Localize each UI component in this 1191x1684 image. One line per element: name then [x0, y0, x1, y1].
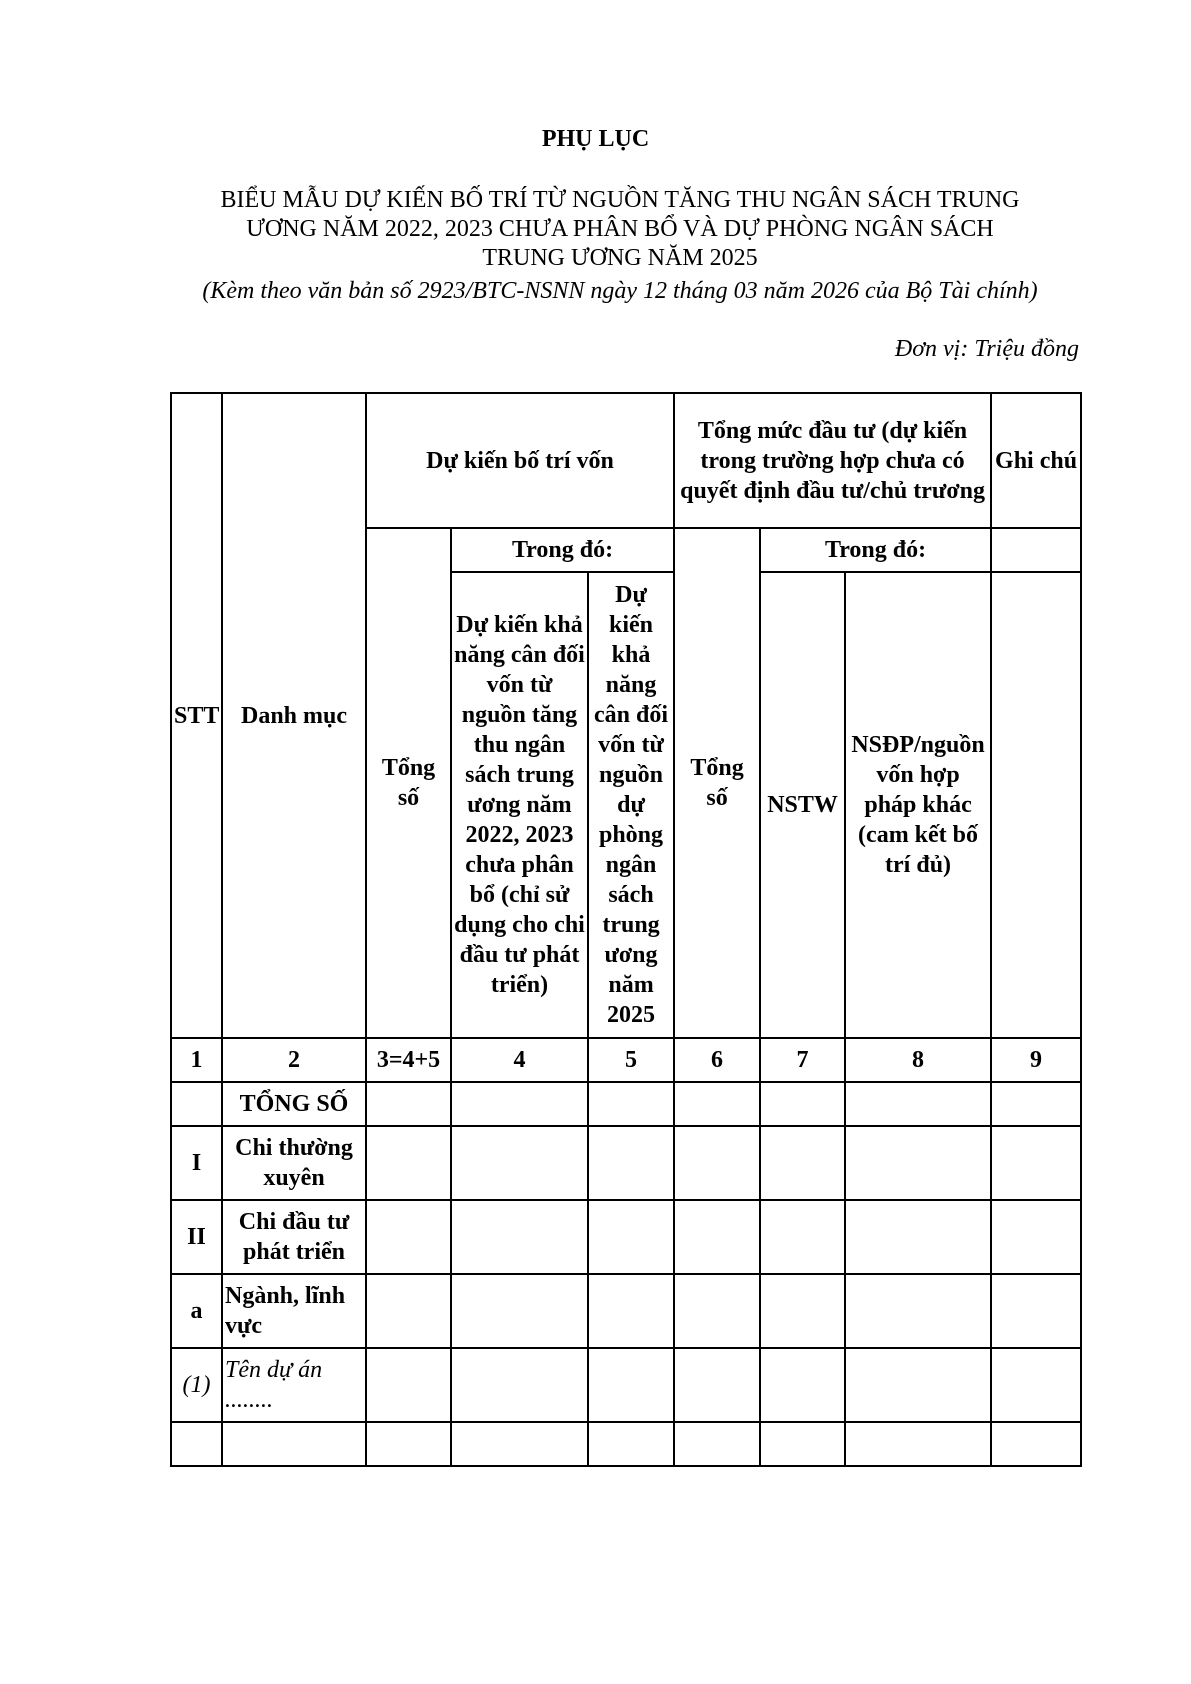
table-cell[interactable]	[760, 1274, 845, 1348]
table-cell[interactable]	[845, 1082, 991, 1126]
column-number-row	[171, 1038, 1081, 1082]
table-cell[interactable]	[991, 1200, 1081, 1274]
table-cell[interactable]	[991, 1422, 1081, 1466]
table-cell[interactable]	[760, 1200, 845, 1274]
table-cell[interactable]	[674, 1200, 760, 1274]
table-cell[interactable]	[991, 1348, 1081, 1422]
table-cell[interactable]	[845, 1274, 991, 1348]
table-cell[interactable]	[674, 1274, 760, 1348]
header-empty-ghi-chu-2	[991, 572, 1081, 1038]
allocation-table	[170, 392, 1082, 1467]
column-number: 5	[588, 1038, 674, 1082]
column-number: 8	[845, 1038, 991, 1082]
header-col5: Dự kiến khả năng cân đối vốn từ nguồn dự phòng ngân sách trung ương năm 2025	[588, 572, 674, 1038]
header-tong-muc-dau-tu: Tổng mức đầu tư (dự kiến trong trường hợp chưa có quyết định đầu tư/chủ trương	[674, 393, 991, 528]
table-cell[interactable]	[451, 1274, 588, 1348]
table-cell[interactable]	[451, 1126, 588, 1200]
row-name: Tên dự án ........	[222, 1348, 366, 1422]
table-row	[171, 1200, 1081, 1274]
table-cell[interactable]	[845, 1348, 991, 1422]
table-cell[interactable]	[760, 1422, 845, 1466]
table-cell[interactable]	[451, 1348, 588, 1422]
column-number: 7	[760, 1038, 845, 1082]
table-cell[interactable]	[366, 1422, 451, 1466]
table-cell[interactable]	[588, 1348, 674, 1422]
row-stt: a	[171, 1274, 222, 1348]
table-cell[interactable]	[760, 1126, 845, 1200]
table-cell[interactable]	[845, 1200, 991, 1274]
row-name	[222, 1422, 366, 1466]
table-cell[interactable]	[845, 1422, 991, 1466]
table-cell[interactable]	[674, 1082, 760, 1126]
table-cell[interactable]	[588, 1082, 674, 1126]
header-stt: STT	[171, 393, 222, 1038]
table-cell[interactable]	[674, 1422, 760, 1466]
table-cell[interactable]	[451, 1082, 588, 1126]
table-cell[interactable]	[991, 1082, 1081, 1126]
header-danh-muc: Danh mục	[222, 393, 366, 1038]
row-stt	[171, 1082, 222, 1126]
table-cell[interactable]	[451, 1200, 588, 1274]
header-du-kien-bo-tri-von: Dự kiến bố trí vốn	[366, 393, 674, 528]
table-cell[interactable]	[366, 1274, 451, 1348]
column-number: 4	[451, 1038, 588, 1082]
row-name: TỔNG SỐ	[222, 1082, 366, 1126]
header-ghi-chu: Ghi chú	[991, 393, 1081, 528]
subtitle-line-3: TRUNG ƯƠNG NĂM 2025	[482, 245, 758, 271]
table-cell[interactable]	[366, 1126, 451, 1200]
header-tong-so-2: Tổng số	[674, 528, 760, 1038]
document-reference: (Kèm theo văn bản số 2923/BTC-NSNN ngày 12 tháng 03 năm 2026 của Bộ Tài chính)	[202, 278, 1038, 304]
page-title: PHỤ LỤC	[541, 126, 650, 152]
table-cell[interactable]	[366, 1348, 451, 1422]
unit-label: Đơn vị: Triệu đồng	[894, 336, 1079, 362]
table-row	[171, 1274, 1081, 1348]
table-cell[interactable]	[588, 1422, 674, 1466]
header-trong-do-2: Trong đó:	[760, 528, 991, 572]
table-cell[interactable]	[451, 1422, 588, 1466]
row-stt: II	[171, 1200, 222, 1274]
column-number: 6	[674, 1038, 760, 1082]
header-tong-so-1: Tổng số	[366, 528, 451, 1038]
header-empty-ghi-chu	[991, 528, 1081, 572]
table-cell[interactable]	[991, 1126, 1081, 1200]
table-cell[interactable]	[588, 1200, 674, 1274]
column-number: 3=4+5	[366, 1038, 451, 1082]
table-cell[interactable]	[674, 1126, 760, 1200]
table-cell[interactable]	[760, 1082, 845, 1126]
table-row	[171, 1082, 1081, 1126]
header-nsdp: NSĐP/nguồn vốn hợp pháp khác (cam kết bố trí đủ)	[845, 572, 991, 1038]
table-cell[interactable]	[760, 1348, 845, 1422]
table-cell[interactable]	[991, 1274, 1081, 1348]
header-trong-do-1: Trong đó:	[451, 528, 674, 572]
row-stt: I	[171, 1126, 222, 1200]
table-cell[interactable]	[674, 1348, 760, 1422]
table-row	[171, 1422, 1081, 1466]
header-nstw: NSTW	[760, 572, 845, 1038]
row-name: Ngành, lĩnh vực	[222, 1274, 366, 1348]
document-subtitle	[170, 186, 1070, 273]
subtitle-line-1: BIỂU MẪU DỰ KIẾN BỐ TRÍ TỪ NGUỒN TĂNG THU NGÂN SÁCH TRUNG	[220, 187, 1020, 213]
table-cell[interactable]	[366, 1082, 451, 1126]
column-number: 1	[171, 1038, 222, 1082]
table-cell[interactable]	[588, 1126, 674, 1200]
row-stt	[171, 1422, 222, 1466]
column-number: 2	[222, 1038, 366, 1082]
subtitle-line-2: ƯƠNG NĂM 2022, 2023 CHƯA PHÂN BỔ VÀ DỰ PHÒNG NGÂN SÁCH	[246, 216, 994, 242]
header-row-1	[171, 393, 1081, 528]
row-name: Chi đầu tư phát triển	[222, 1200, 366, 1274]
table-cell[interactable]	[845, 1126, 991, 1200]
row-stt: (1)	[171, 1348, 222, 1422]
header-col4: Dự kiến khả năng cân đối vốn từ nguồn tăng thu ngân sách trung ương năm 2022, 2023 chưa phân bổ (chỉ sử dụng cho chi đầu tư phát triển)	[451, 572, 588, 1038]
row-name: Chi thường xuyên	[222, 1126, 366, 1200]
column-number: 9	[991, 1038, 1081, 1082]
table-row	[171, 1348, 1081, 1422]
table-row	[171, 1126, 1081, 1200]
table-cell[interactable]	[366, 1200, 451, 1274]
table-cell[interactable]	[588, 1274, 674, 1348]
